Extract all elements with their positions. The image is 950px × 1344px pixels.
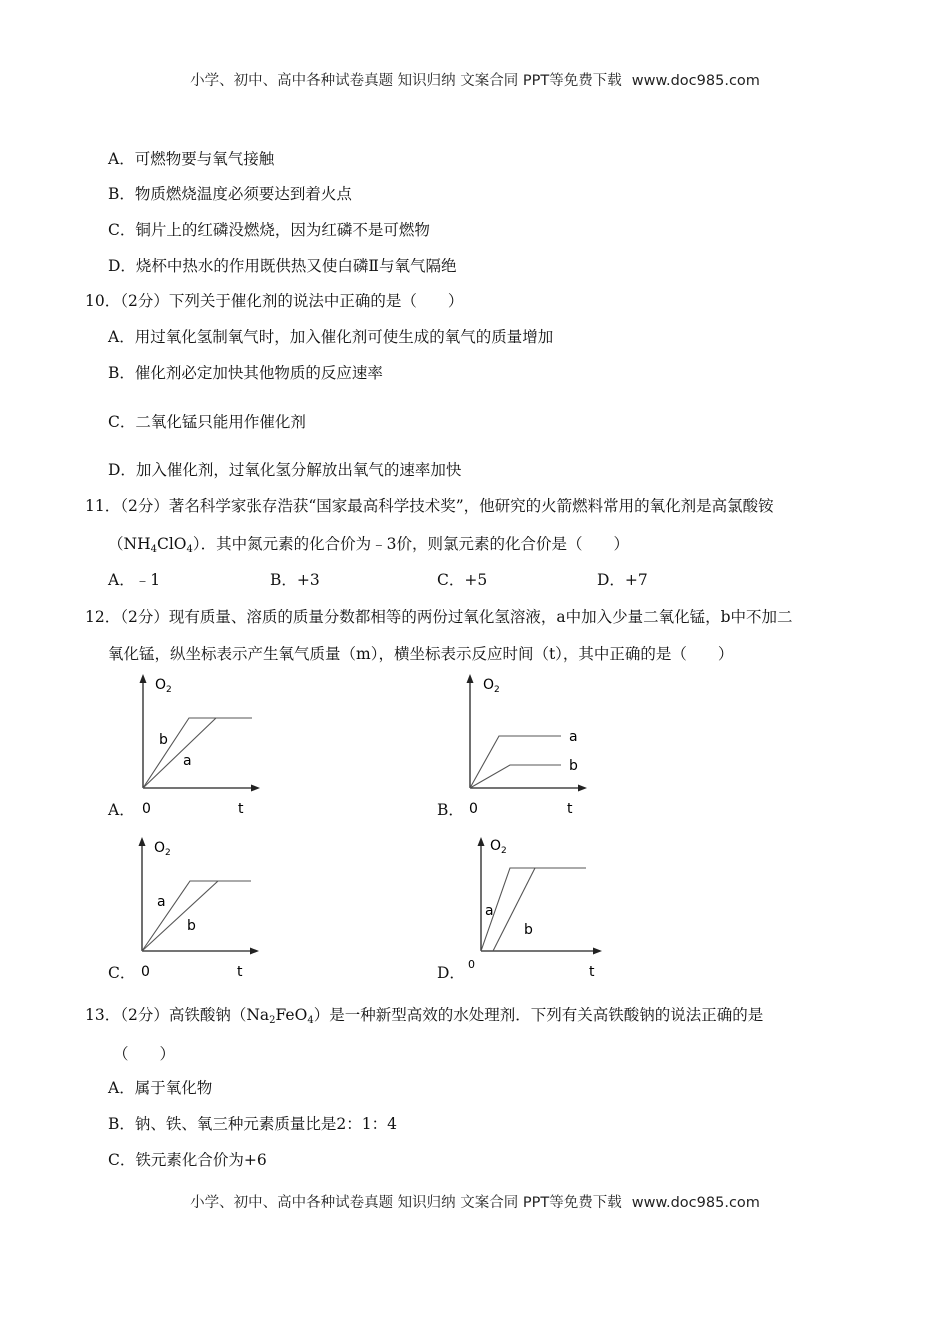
curve-b — [470, 765, 561, 788]
header-text: 小学、初中、高中各种试卷真题 知识归纳 文案合同 PPT等免费下载 — [190, 73, 622, 89]
x-axis-label: t — [567, 801, 573, 817]
q10-option-c: C．二氧化锰只能用作催化剂 — [108, 413, 306, 431]
x-axis-label: t — [237, 964, 243, 980]
curve-label-a: a — [485, 903, 494, 919]
q13-option-a: A．属于氧化物 — [108, 1079, 213, 1097]
curve-label-a: a — [183, 753, 192, 769]
q12-graph-d-option: D． — [437, 964, 465, 982]
x-axis-arrow — [251, 785, 260, 792]
origin-label: 0 — [469, 801, 478, 817]
q11-formula-sub1: 4 — [150, 544, 157, 555]
q11-stem-line2 — [108, 532, 629, 555]
q12-stem-line2: 氧化锰，纵坐标表示产生氧气质量（m），横坐标表示反应时间（t），其中正确的是（ ） — [108, 645, 734, 663]
q13-option-b: B．钠、铁、氧三种元素质量比是2：1：4 — [108, 1115, 397, 1133]
q13-option-c: C．铁元素化合价为+6 — [108, 1151, 267, 1169]
q12-stem-line1: 12．（2分）现有质量、溶质的质量分数都相等的两份过氧化氢溶液，a中加入少量二氧化锰，b中不加二 — [85, 608, 793, 626]
y-axis-label: $O_2$ — [490, 838, 507, 856]
q11-formula-sub2: 4 — [186, 544, 193, 555]
q12-graph-a-option: A． — [108, 801, 135, 819]
x-axis-label: t — [589, 964, 595, 980]
q13-stem-post: ）是一种新型高效的水处理剂．下列有关高铁酸钠的说法正确的是 — [313, 1006, 764, 1024]
footer-url: www.doc985.com — [631, 1195, 760, 1211]
q9-option-c: C．铜片上的红磷没燃烧，因为红磷不是可燃物 — [108, 221, 430, 239]
q11-formula-pre: （NH — [108, 535, 151, 553]
curve-b — [493, 868, 535, 951]
page-footer — [0, 1191, 950, 1212]
q12-graph-c — [123, 831, 263, 981]
x-axis-label: t — [238, 801, 244, 817]
y-axis-arrow — [467, 674, 474, 683]
q13-formula-mid: FeO — [275, 1006, 308, 1024]
curve-label-a: a — [569, 729, 578, 745]
q9-option-d: D．烧杯中热水的作用既供热又使白磷Ⅱ与氧气隔绝 — [108, 257, 457, 275]
q12-graph-d — [462, 831, 607, 981]
q11-option-a: A．﹣1 — [108, 571, 161, 589]
curve-a — [142, 881, 251, 951]
q12-graph-b — [451, 668, 591, 818]
q13-stem-pre: 13．（2分）高铁酸钠（Na — [85, 1006, 270, 1024]
y-axis-arrow — [478, 837, 485, 846]
page-header — [0, 69, 950, 90]
origin-label: 0 — [142, 801, 151, 817]
q12-graph-b-option: B． — [437, 801, 464, 819]
y-axis-label: $O_2$ — [483, 677, 500, 695]
curve-a — [481, 868, 586, 951]
y-axis-label: $O_2$ — [154, 840, 171, 858]
origin-label: 0 — [141, 964, 150, 980]
curve-label-a: a — [157, 894, 166, 910]
curve-label-b: b — [159, 732, 168, 748]
q13-stem-line2: （ ） — [113, 1045, 176, 1063]
q9-option-b: B．物质燃烧温度必须要达到着火点 — [108, 185, 352, 203]
y-axis-arrow — [140, 674, 147, 683]
curve-label-b: b — [187, 918, 196, 934]
curve-b — [143, 718, 252, 788]
q9-option-a: A．可燃物要与氧气接触 — [108, 150, 275, 168]
origin-label: 0 — [468, 958, 475, 971]
curve-label-b: b — [569, 758, 578, 774]
q10-option-b: B．催化剂必定加快其他物质的反应速率 — [108, 364, 383, 382]
q10-option-a: A．用过氧化氢制氧气时，加入催化剂可使生成的氧气的质量增加 — [108, 328, 554, 346]
q11-formula-mid: ClO — [156, 535, 187, 553]
q12-graph-a — [124, 668, 264, 818]
q11-option-b: B．+3 — [270, 571, 320, 589]
q10-option-d: D．加入催化剂，过氧化氢分解放出氧气的速率加快 — [108, 461, 462, 479]
header-url: www.doc985.com — [631, 73, 760, 89]
q13-formula-sub2: 4 — [307, 1015, 314, 1026]
footer-text: 小学、初中、高中各种试卷真题 知识归纳 文案合同 PPT等免费下载 — [190, 1195, 622, 1211]
q10-stem: 10．（2分）下列关于催化剂的说法中正确的是（ ） — [85, 292, 464, 310]
q13-formula-sub1: 2 — [269, 1015, 276, 1026]
curve-label-b: b — [524, 922, 533, 938]
q12-graph-c-option: C． — [108, 964, 136, 982]
q13-stem-line1 — [85, 1003, 763, 1026]
curve-b — [142, 881, 218, 951]
curve-a — [143, 718, 216, 788]
x-axis-arrow — [250, 948, 259, 955]
x-axis-arrow — [593, 948, 602, 955]
q11-stem-line1: 11．（2分）著名科学家张存浩获“国家最高科学技术奖”，他研究的火箭燃料常用的氧化剂是高氯酸铵 — [85, 497, 774, 515]
y-axis-label: $O_2$ — [155, 677, 172, 695]
q11-stem-post: ）．其中氮元素的化合价为﹣3价，则氯元素的化合价是（ ） — [192, 535, 629, 553]
q11-option-c: C．+5 — [437, 571, 488, 589]
y-axis-arrow — [139, 837, 146, 846]
q11-option-d: D．+7 — [597, 571, 648, 589]
x-axis-arrow — [578, 785, 587, 792]
